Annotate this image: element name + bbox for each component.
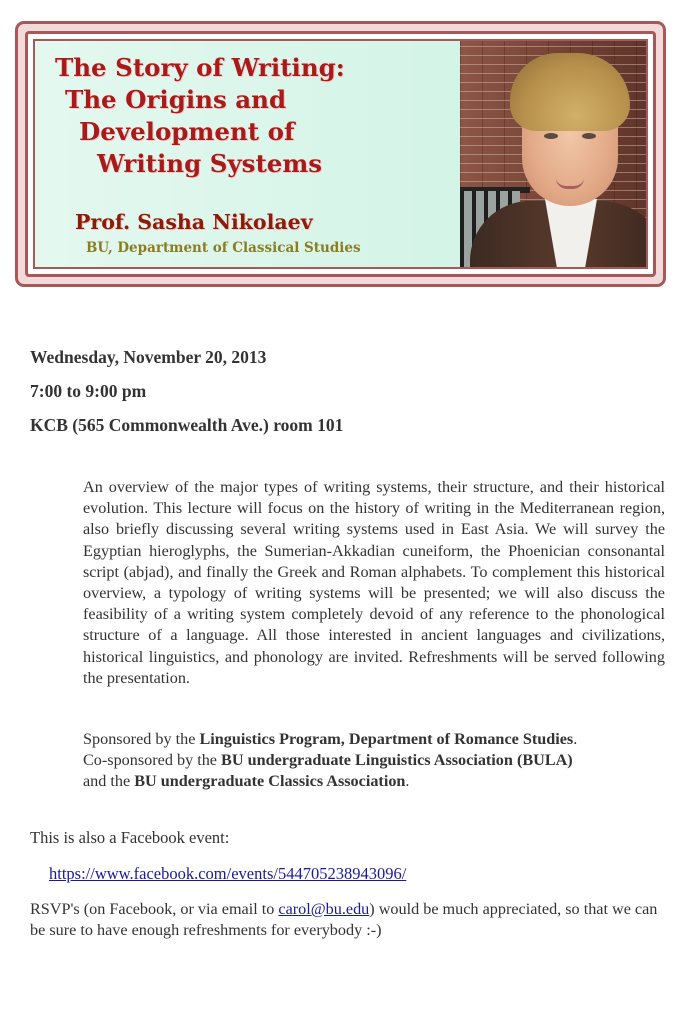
- event-location: KCB (565 Commonwealth Ave.) room 101: [30, 415, 344, 435]
- event-date: Wednesday, November 20, 2013: [30, 347, 267, 367]
- speaker-right-eye: [582, 133, 596, 139]
- event-details: [30, 344, 343, 446]
- end-suffix: .: [405, 772, 410, 791]
- rsvp-paragraph: [30, 899, 666, 941]
- banner-content: [33, 39, 648, 269]
- speaker-left-eye: [544, 133, 558, 139]
- facebook-event-link[interactable]: https://www.facebook.com/events/544705238943096/: [49, 864, 407, 883]
- sponsored-suffix: .: [573, 730, 578, 748]
- banner-title-line-4: Writing Systems: [97, 149, 323, 178]
- rsvp-email-link[interactable]: carol@bu.edu: [278, 900, 370, 918]
- speaker-photo: [460, 41, 648, 269]
- rsvp-suffix: ) would be much appreciated, so that we can be sure to have enough refreshments for everybody :-): [30, 900, 658, 939]
- sponsorship-paragraph: [83, 729, 665, 793]
- and-text: and the: [83, 772, 135, 791]
- event-time: 7:00 to 9:00 pm: [30, 381, 147, 401]
- banner-title-line-1: The Story of Writing:: [55, 53, 345, 82]
- speaker-name: Prof. Sasha Nikolaev: [75, 210, 313, 234]
- banner-title-line-2: The Origins and: [65, 85, 287, 114]
- event-description: An overview of the major types of writing systems, their structure, and their historical evolution. This lecture will focus on the history of writing in the Mediterranean region, also briefly discussing several writing systems used in East Asia. We will survey the Egyptian hieroglyphs, the Sumerian-Akkadian cuneiform, the Phoenician consonantal script (abjad), and finally the Greek and Roman alphabets. To complement this historical overview, a typology of writing systems will be presented; we will also discuss the feasibility of a writing system completely devoid of any reference to the phonological structure of a language. All those interested in ancient languages and civilizations, historical linguistics, and phonology are invited. Refreshments will be served following the presentation.: [83, 478, 665, 687]
- speaker-hair: [510, 53, 630, 131]
- facebook-note: This is also a Facebook event:: [30, 828, 230, 847]
- banner-title: [55, 52, 345, 180]
- banner-title-line-3: Development of: [79, 117, 295, 146]
- cosponsor-bula: BU undergraduate Linguistics Association (BULA): [221, 751, 573, 770]
- event-banner: [15, 21, 666, 287]
- speaker-department: BU, Department of Classical Studies: [86, 240, 361, 256]
- banner-frame: [25, 31, 656, 277]
- rsvp-prefix: RSVP's (on Facebook, or via email to: [30, 900, 279, 918]
- cosponsor-classics: BU undergraduate Classics Association: [134, 772, 406, 791]
- cosponsored-prefix: Co-sponsored by the: [83, 751, 222, 770]
- sponsored-prefix: Sponsored by the: [83, 730, 200, 748]
- sponsor-name: Linguistics Program, Department of Romance Studies: [199, 730, 574, 748]
